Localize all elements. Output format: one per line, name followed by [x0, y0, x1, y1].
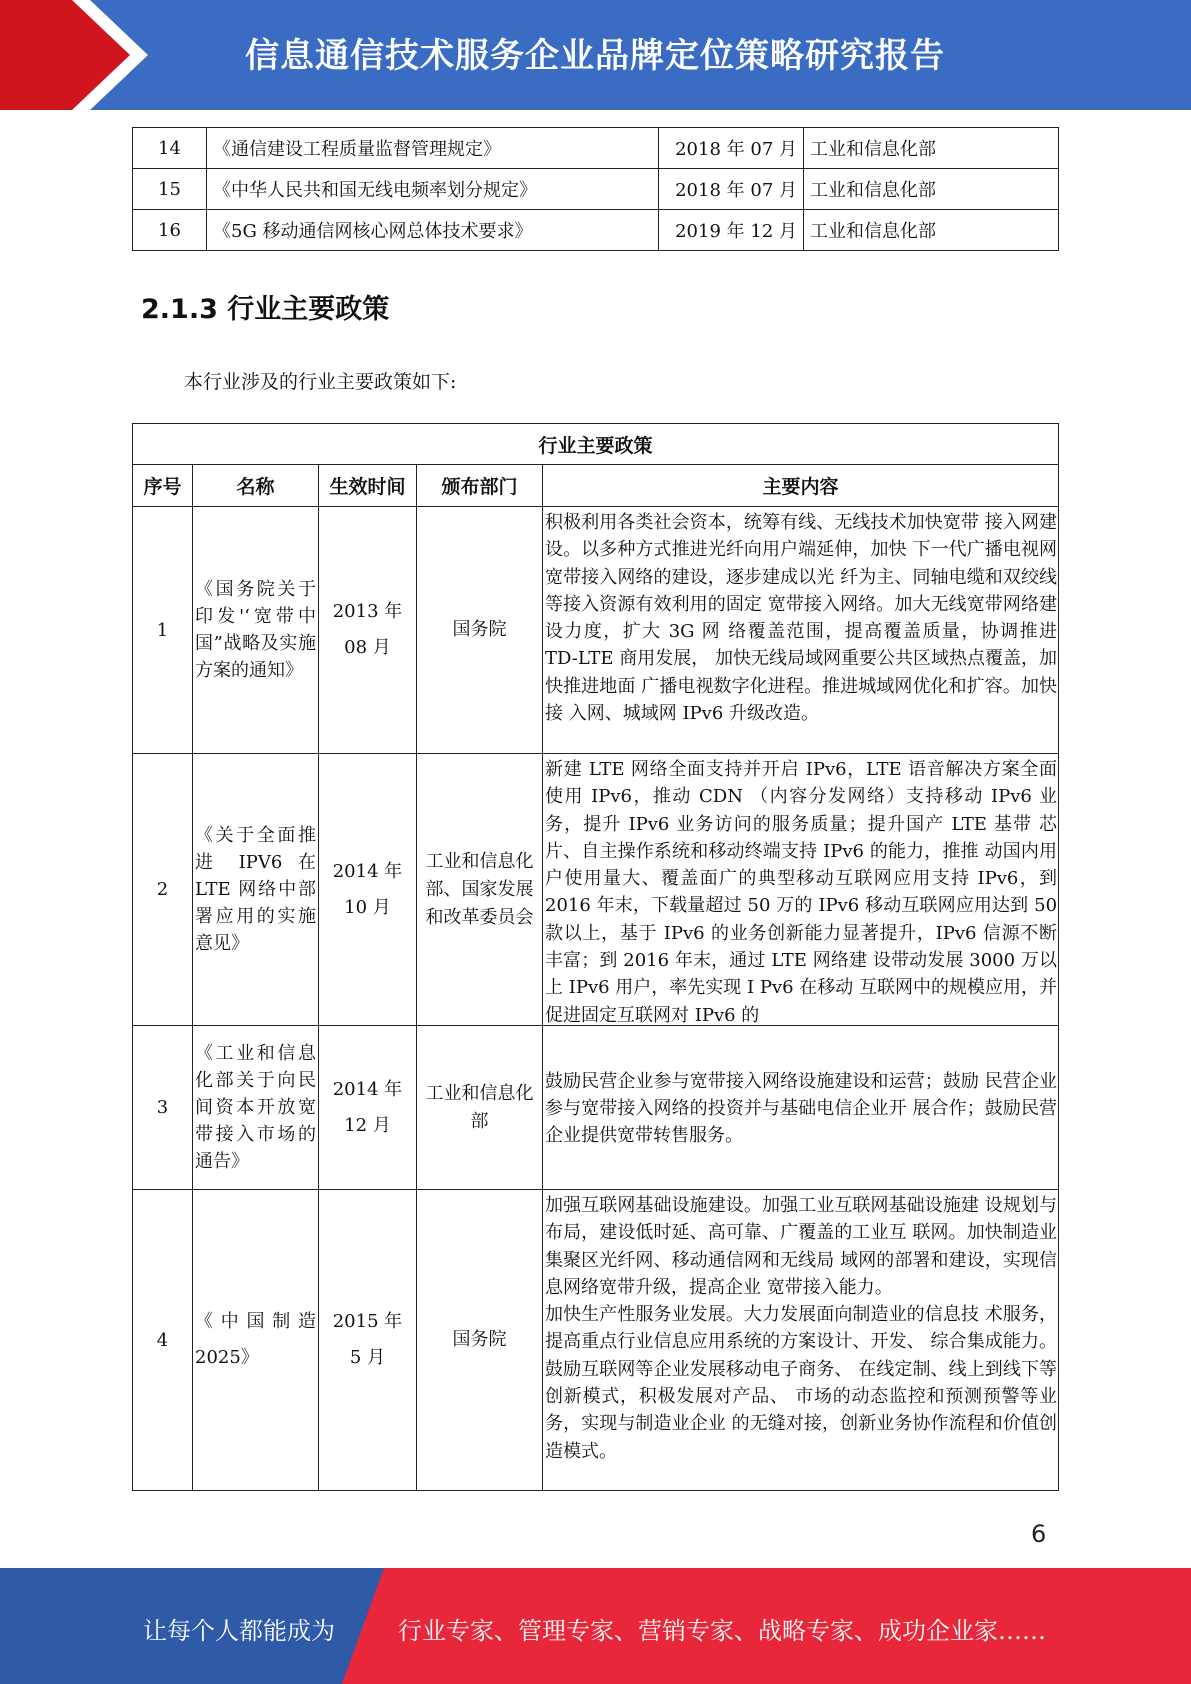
header-name: 名称	[193, 465, 319, 507]
policy-dept: 国务院	[417, 1190, 543, 1491]
header-date: 生效时间	[319, 465, 417, 507]
table-row	[133, 507, 1059, 754]
footer-banner	[0, 1568, 1191, 1684]
policy-content-paragraph: 加强互联网基础设施建设。加强工业互联网基础设施建 设规划与布局，建设低时延、高可靠、广覆盖的工业互 联网。加快制造业集聚区光纤网、移动通信网和无线局 域网的部署和建设，实现信息网络宽带升级，提高企业 宽带接入能力。	[545, 1195, 1058, 1298]
footer-slogan-left: 让每个人都能成为	[143, 1617, 335, 1645]
policy-content-cell	[543, 1190, 1059, 1491]
row-number: 16	[133, 210, 207, 251]
policy-date-month: 08 月	[344, 637, 391, 658]
policy-date-month: 5 月	[349, 1347, 386, 1368]
page-number: 6	[1031, 1520, 1047, 1548]
table-row	[133, 1026, 1059, 1190]
policy-date-year: 2014 年	[332, 1078, 403, 1100]
policy-content-cell	[543, 754, 1059, 1026]
table-caption: 行业主要政策	[133, 424, 1059, 465]
table-row	[133, 128, 1059, 169]
table-header-row	[133, 465, 1059, 507]
policy-content-paragraph: 加快生产性服务业发展。大力发展面向制造业的信息技 术服务，提高重点行业信息应用系统的方案设计、开发、 综合集成能力。鼓励互联网等企业发展移动电子商务、 在线定制、线上到线下等创新模式，积极发展对产品、 市场的动态监控和预测预警等业务，实现与制造业企业 的无缝对接，创新业务协作流程和价值创造模式。	[545, 1304, 1058, 1462]
policy-date	[319, 1190, 417, 1491]
standard-name: 《5G 移动通信网核心网总体技术要求》	[207, 210, 659, 251]
policy-number: 2	[133, 754, 193, 1026]
standard-name: 《通信建设工程质量监督管理规定》	[207, 128, 659, 169]
policy-name: 《关于全面推进 IPV6 在 LTE 网络中部署应用的实施意见》	[193, 754, 319, 1026]
policy-content: 鼓励民营企业参与宽带接入网络设施建设和运营；鼓励 民营企业参与宽带接入网络的投资并与基础电信企业开 展合作；鼓励民营企业提供宽带转售服务。	[543, 1026, 1059, 1190]
standard-date: 2018 年 07 月	[659, 169, 804, 210]
row-number: 15	[133, 169, 207, 210]
policy-name: 《国务院关于印发'‘宽带中国”战略及实施方案的通知》	[193, 507, 319, 754]
policy-dept: 工业和信息化部、国家发展和改革委员会	[417, 754, 543, 1026]
table-row	[133, 210, 1059, 251]
policy-name: 《工业和信息化部关于向民间资本开放宽带接入市场的 通告》	[193, 1026, 319, 1190]
table-row	[133, 1190, 1059, 1491]
standards-table	[132, 127, 1059, 251]
policy-name: 《中国制造 2025》	[193, 1190, 319, 1491]
standard-date: 2019 年 12 月	[659, 210, 804, 251]
policy-number: 1	[133, 507, 193, 754]
policy-date-year: 2014 年	[332, 860, 403, 882]
standard-dept: 工业和信息化部	[804, 169, 1059, 210]
table-row	[133, 169, 1059, 210]
policy-content: 积极利用各类社会资本，统筹有线、无线技术加快宽带 接入网建设。以多种方式推进光纤向用户端延伸，加快 下一代广播电视网宽带接入网络的建设，逐步建成以光 纤为主、同轴电缆和双绞线等接入资源有效利用的固定 宽带接入网络。加大无线宽带网络建设力度，扩大 3G 网 络覆盖范围，提高覆盖质量，协调推进 TD-LTE 商用发展， 加快无线局域网重要公共区域热点覆盖，加快推进地面 广播电视数字化进程。推进城域网优化和扩容。加快接 入网、城域网 IPv6 升级改造。	[543, 507, 1059, 754]
policy-date-year: 2015 年	[332, 1311, 403, 1332]
section-intro: 本行业涉及的行业主要政策如下:	[184, 371, 457, 393]
policy-date-month: 12 月	[344, 1114, 391, 1136]
standard-date: 2018 年 07 月	[659, 128, 804, 169]
policy-table	[132, 423, 1059, 1491]
policy-date-month: 10 月	[344, 896, 391, 918]
header-dept: 颁布部门	[417, 465, 543, 507]
header-banner	[0, 0, 1191, 110]
policy-number: 3	[133, 1026, 193, 1190]
standard-name: 《中华人民共和国无线电频率划分规定》	[207, 169, 659, 210]
footer-slogan-right: 行业专家、管理专家、营销专家、战略专家、成功企业家……	[398, 1617, 1046, 1645]
policy-date	[319, 507, 417, 754]
policy-date	[319, 754, 417, 1026]
header-no: 序号	[133, 465, 193, 507]
policy-dept: 工业和信息化部	[417, 1026, 543, 1190]
policy-date	[319, 1026, 417, 1190]
row-number: 14	[133, 128, 207, 169]
policy-content	[545, 1192, 1057, 1490]
standard-dept: 工业和信息化部	[804, 210, 1059, 251]
header-content: 主要内容	[543, 465, 1059, 507]
policy-number: 4	[133, 1190, 193, 1491]
policy-date-year: 2013 年	[332, 601, 403, 622]
standard-dept: 工业和信息化部	[804, 128, 1059, 169]
report-title: 信息通信技术服务企业品牌定位策略研究报告	[245, 36, 945, 76]
table-row	[133, 754, 1059, 1026]
policy-dept: 国务院	[417, 507, 543, 754]
policy-content: 新建 LTE 网络全面支持并开启 IPv6，LTE 语音解决方案全面使用 IPv6，推动 CDN （内容分发网络）支持移动 IPv6 业务，提升 IPv6 业务访问的服务质量；提升国产 LTE 基带 芯片、自主操作系统和移动终端支持 IPv6 的能力，推推 动国内用户使用量大、覆盖面广的典型移动互联网应用支持 IPv6，到 2016 年末，下载量超过 50 万的 IPv6 移动互联网应用达到 50 款以上，基于 IPv6 的业务创新能力显著提升，IPv6 信源不断丰富；到 2016 年末，通过 LTE 网络建 设带动发展 3000 万以上 IPv6 用户，率先实现 I Pv6 在移动 互联网中的规模应用，并促进固定互联网对 IPv6 的	[545, 759, 1058, 1024]
section-heading: 2.1.3 行业主要政策	[141, 294, 390, 325]
